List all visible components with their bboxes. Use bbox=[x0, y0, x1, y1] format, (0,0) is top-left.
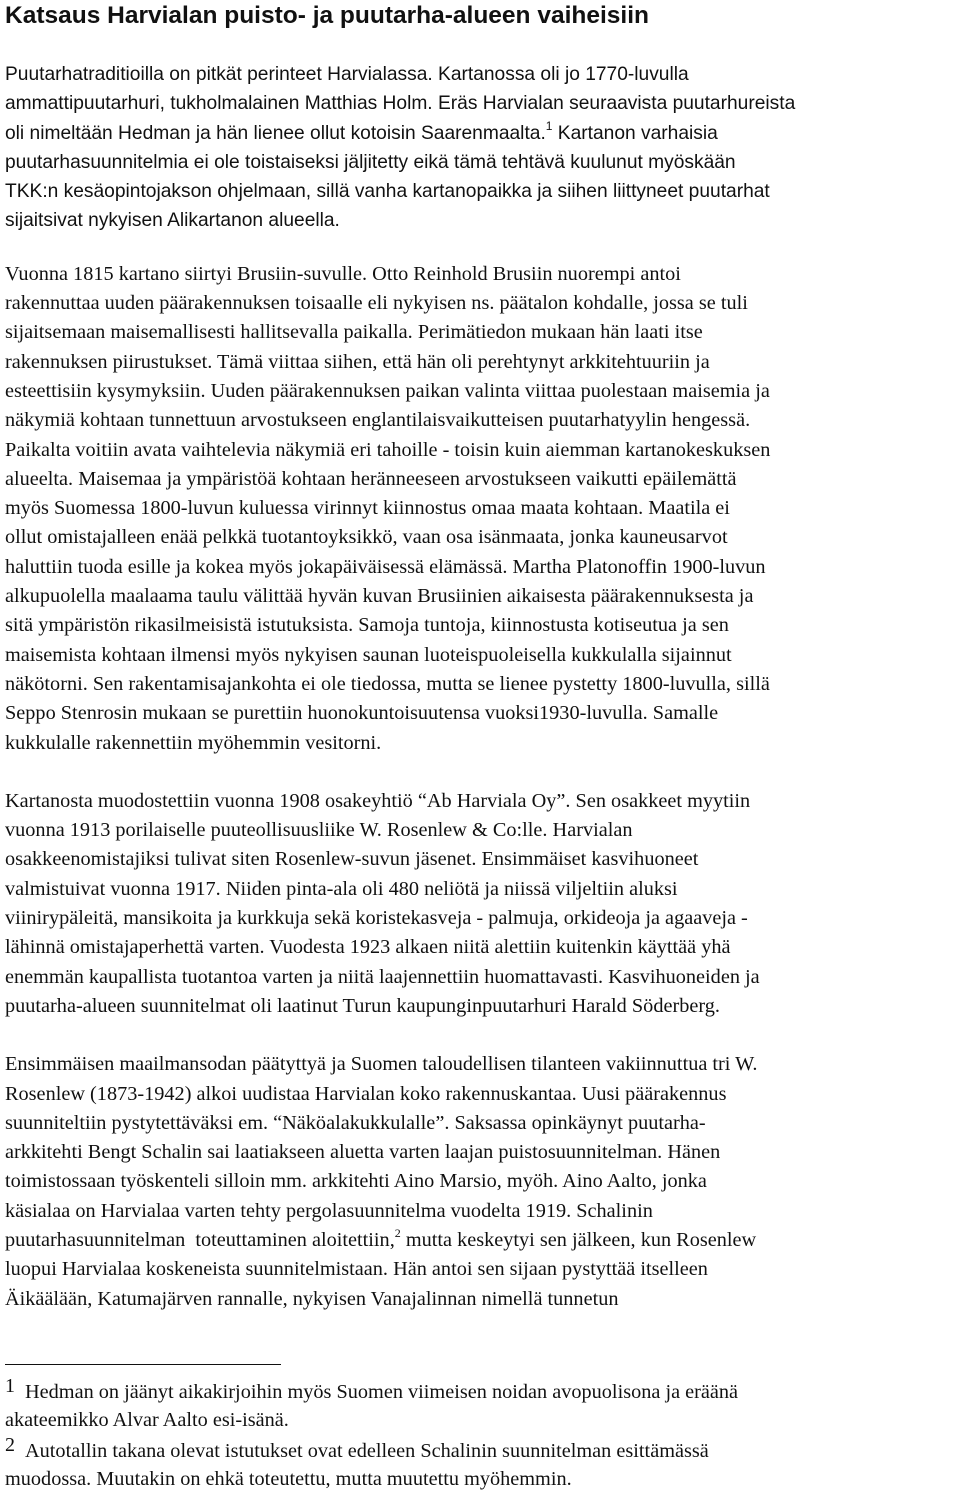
text-line: Äikäälään, Katumajärven rannalle, nykyisen Vanajalinnan nimellä tunnetun bbox=[5, 1287, 619, 1310]
text-line: sijaitsivat nykyisen Alikartanon alueella. bbox=[5, 210, 340, 232]
text-line: enemmän kaupallista tuotantoa varten ja niitä laajennettiin huomattavasti. Kasvihuoneiden ja bbox=[5, 965, 760, 988]
footnote-text: muodossa. Muutakin on ehkä toteutettu, mutta muutettu myöhemmin. bbox=[5, 1468, 572, 1490]
text-line: haluttiin tuoda esille ja kokea myös jokapäiväisessä elämässä. Martha Platonoffin 1900-luvun bbox=[5, 555, 766, 578]
text-line: toimistossaan työskenteli silloin mm. arkkitehti Aino Marsio, myöh. Aino Aalto, jonka bbox=[5, 1170, 707, 1193]
text-line: luopui Harvialaa koskeneista suunnitelmistaan. Hän antoi sen sijaan pystyttää itselleen bbox=[5, 1258, 708, 1281]
footnotes bbox=[5, 1375, 739, 1493]
text-line bbox=[5, 1434, 738, 1465]
text-segment: Kartanon varhaisia bbox=[552, 122, 718, 144]
footnote-number: 2 bbox=[5, 1434, 15, 1456]
text-line: sitä ympäristön rikasilmeisistä istutuksista. Samoja tuntoja, kiinnostusta kotiseutua ja sen bbox=[5, 614, 729, 637]
paragraph-brusiin bbox=[5, 260, 958, 758]
text-line: Seppo Stenrosin mukaan se purettiin huonokuntoisuutensa vuoksi1930-luvulla. Samalle bbox=[5, 702, 719, 725]
text-line: Vuonna 1815 kartano siirtyi Brusiin-suvulle. Otto Reinhold Brusiin nuorempi antoi bbox=[5, 262, 681, 285]
footnote-ref-2[interactable]: 2 bbox=[394, 1226, 401, 1241]
text-segment: mutta keskeytyi sen jälkeen, kun Rosenlew bbox=[400, 1228, 757, 1251]
text-line: Paikalta voitiin avata vaihtelevia näkymiä eri tahoille - toisin kuin aiemman kartanokeskuksen bbox=[5, 438, 771, 461]
text-line: Rosenlew (1873-1942) alkoi uudistaa Harvialan koko rakennuskantaa. Uusi päärakennus bbox=[5, 1082, 727, 1105]
text-line: viinirypäleitä, mansikoita ja kurkkuja sekä koristekasveja - palmuja, orkideoja ja agaaveja - bbox=[5, 907, 748, 930]
document-page bbox=[5, 0, 958, 1490]
text-line: lähinnä omistajaperhettä varten. Vuodesta 1923 alkaen niitä alettiin kuitenkin käyttää yhä bbox=[5, 936, 731, 959]
text-line: Kartanosta muodostettiin vuonna 1908 osakeyhtiö “Ab Harviala Oy”. Sen osakkeet myytiin bbox=[5, 789, 751, 812]
paragraph-harviala-oy bbox=[5, 787, 958, 1021]
paragraph-rosenlew bbox=[5, 1050, 958, 1314]
footnote-text: Autotallin takana olevat istutukset ovat edelleen Schalinin suunnitelman esittämässä bbox=[25, 1440, 709, 1462]
footnote-ref-1[interactable]: 1 bbox=[545, 119, 553, 134]
text-line: alkupuolella maalaama taulu välittää hyvän kuvan Brusiinien aikaisesta päärakennuksesta ja bbox=[5, 585, 754, 608]
text-line: Puutarhatraditioilla on pitkät perinteet Harvialassa. Kartanossa oli jo 1770-luvulla bbox=[5, 64, 689, 85]
text-line: ollut omistajalleen enää pelkkä tuotantoyksikkö, vaan osa isänmaata, jonka kauneusarvot bbox=[5, 526, 728, 549]
text-line: rakennuttaa uuden päärakennuksen toisaalle eli nykyisen ns. päätalon kohdalle, jossa se tuli bbox=[5, 292, 748, 315]
text-line: näkymiä kohtaan tunnettuun arvostukseen englantilaisvaikutteisen puutarhatyylin hengessä. bbox=[5, 409, 751, 432]
text-line: maisemista kohtaan ilmensi myös nykyisen saunan luoteispuoleisella kukkulalla sijainnut bbox=[5, 643, 732, 666]
text-line bbox=[5, 1375, 739, 1406]
text-line: sijaitsemaan maisemallisesti hallitsevalla paikalla. Perimätiedon mukaan hän laati itse bbox=[5, 321, 703, 344]
text-line: suunniteltiin pystytettäväksi em. “Näköalakukkulalle”. Saksassa opinkäynyt puutarha- bbox=[5, 1111, 706, 1134]
footnote-text: Hedman on jäänyt aikakirjoihin myös Suomen viimeisen noidan avopuolisona ja eräänä bbox=[25, 1381, 739, 1403]
text-line: näkötorni. Sen rakentamisajankohta ei ole tiedossa, mutta se lienee pystetty 1800-luvulla, sillä bbox=[5, 672, 770, 695]
text-line: valmistuivat vuonna 1917. Niiden pinta-ala oli 480 neliötä ja niissä viljeltiin aluksi bbox=[5, 877, 678, 900]
footnote-1 bbox=[5, 1375, 739, 1434]
text-line: Ensimmäisen maailmansodan päätyttyä ja Suomen taloudellisen tilanteen vakiinnuttua tri W. bbox=[5, 1053, 758, 1076]
footnote-2 bbox=[5, 1434, 738, 1493]
footnote-number: 1 bbox=[5, 1375, 15, 1397]
text-segment: puutarhasuunnitelman toteuttaminen aloitettiin, bbox=[5, 1228, 395, 1251]
text-line: käsialaa on Harvialaa varten tehty pergolasuunnitelma vuodelta 1919. Schalinin bbox=[5, 1199, 653, 1222]
page-title: Katsaus Harvialan puisto- ja puutarha-alueen vaiheisiin bbox=[5, 2, 649, 29]
text-line: TKK:n kesäopintojakson ohjelmaan, sillä vanha kartanopaikka ja siihen liittyneet puutarhat bbox=[5, 181, 770, 203]
text-line: ammattipuutarhuri, tukholmalainen Matthias Holm. Eräs Harvialan seuraavista puutarhureista bbox=[5, 93, 796, 115]
text-segment: oli nimeltään Hedman ja hän lienee ollut kotoisin Saarenmaalta. bbox=[5, 122, 546, 144]
text-line: vuonna 1913 porilaiselle puuteollisuusliike W. Rosenlew & Co:lle. Harvialan bbox=[5, 819, 633, 842]
text-line: arkkitehti Bengt Schalin sai laatiakseen aluetta varten laajan puistosuunnitelman. Hänen bbox=[5, 1141, 721, 1164]
text-line: myös Suomessa 1800-luvun kuluessa virinnyt kiinnostus omaa maata kohtaan. Maatila ei bbox=[5, 497, 730, 520]
text-line: rakennuksen piirustukset. Tämä viittaa siihen, että hän oli perehtynyt arkkitehtuuriin ja bbox=[5, 350, 710, 373]
text-line: kukkulalle rakennettiin myöhemmin vesitorni. bbox=[5, 731, 382, 754]
text-line: alueelta. Maisemaa ja ympäristöä kohtaan heränneeseen arvostukseen vaikutti epäilemättä bbox=[5, 467, 737, 490]
text-line: puutarha-alueen suunnitelmat oli laatinut Turun kaupunginpuutarhuri Harald Söderberg. bbox=[5, 994, 720, 1017]
text-line: osakkeenomistajiksi tulivat siten Rosenlew-suvun jäsenet. Ensimmäiset kasvihuoneet bbox=[5, 848, 699, 871]
text-line: esteettisiin kysymyksiin. Uuden päärakennuksen paikan valinta viittaa puolestaan maisemia ja bbox=[5, 379, 770, 402]
text-line bbox=[5, 119, 958, 148]
footnote-text: akateemikko Alvar Aalto esi-isänä. bbox=[5, 1409, 289, 1431]
paragraph-intro bbox=[5, 60, 958, 236]
footnote-separator bbox=[5, 1364, 281, 1365]
text-line bbox=[5, 1226, 958, 1255]
text-line: puutarhasuunnitelmia ei ole toistaiseksi jäljitetty eikä tämä tehtävä kuulunut myöskään bbox=[5, 151, 736, 173]
